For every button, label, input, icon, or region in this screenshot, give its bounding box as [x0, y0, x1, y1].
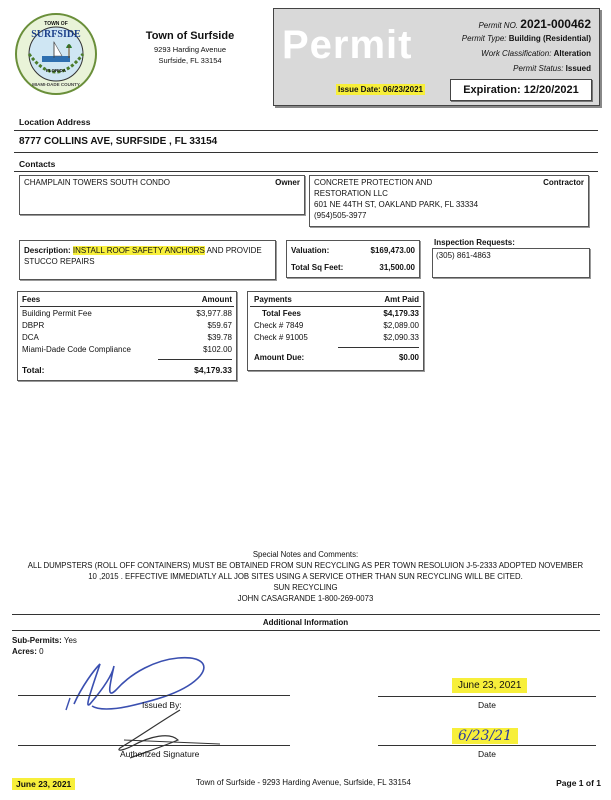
fee-amount: $59.67	[207, 321, 232, 330]
town-address-line2: Surfside, FL 33154	[158, 56, 222, 65]
permit-type-label: Permit Type:	[461, 34, 507, 43]
owner-name: CHAMPLAIN TOWERS SOUTH CONDO	[24, 178, 170, 187]
description-highlighted: INSTALL ROOF SAFETY ANCHORS	[72, 246, 205, 255]
fees-total-amount: $4,179.33	[194, 365, 232, 375]
inspection-phone: (305) 861-4863	[436, 251, 491, 260]
fee-row	[22, 321, 232, 333]
permit-status-label: Permit Status:	[513, 64, 564, 73]
valuation-value: $169,473.00	[370, 246, 415, 255]
owner-role: Owner	[275, 178, 300, 187]
fee-amount: $39.78	[207, 333, 232, 342]
check-label: Check # 7849	[254, 321, 304, 330]
inspection-box	[432, 248, 590, 278]
contractor-name-line1: CONCRETE PROTECTION AND	[314, 178, 433, 187]
seal-county: MIAMI-DADE COUNTY	[32, 82, 80, 87]
fee-name: DBPR	[22, 321, 45, 330]
footer-date: June 23, 2021	[12, 778, 75, 790]
contacts-label: Contacts	[19, 159, 56, 169]
contacts-divider	[14, 171, 598, 172]
amount-due-label: Amount Due:	[254, 353, 305, 362]
valuation-box	[286, 240, 420, 278]
owner-box	[19, 175, 305, 215]
permit-status: Issued	[565, 64, 591, 73]
total-fees-amount: $4,179.33	[383, 309, 419, 318]
footer-page: Page 1 of 1	[556, 778, 601, 788]
footer-address: Town of Surfside - 9293 Harding Avenue, Surfside, FL 33154	[196, 778, 411, 787]
sqft-label: Total Sq Feet:	[291, 263, 344, 272]
fee-row	[22, 345, 232, 357]
town-address-line1: 9293 Harding Avenue	[153, 45, 226, 54]
work-classification-row	[481, 49, 591, 58]
permit-number: 2021-000462	[520, 17, 591, 31]
amount-due: $0.00	[398, 353, 419, 362]
town-seal	[14, 12, 98, 96]
additional-top-divider	[12, 614, 600, 615]
work-classification-label: Work Classification:	[481, 49, 552, 58]
notes-title: Special Notes and Comments:	[252, 550, 359, 559]
additional-bottom-divider	[12, 630, 600, 631]
issued-by-label: Issued By:	[142, 700, 182, 710]
payments-header-line	[250, 306, 421, 307]
contractor-name-line2: RESTORATION LLC	[314, 189, 388, 198]
issued-by-line	[18, 695, 290, 696]
description-label: Description:	[24, 246, 71, 255]
check-amount: $2,089.00	[383, 321, 419, 330]
acres-value: 0	[39, 647, 44, 656]
date2-label: Date	[478, 749, 496, 759]
signature-date-2-handwritten: 6/23/21	[452, 728, 518, 744]
date2-line	[378, 745, 596, 746]
fee-name: DCA	[22, 333, 39, 342]
payments-total-line	[338, 347, 419, 348]
authorized-signature-label: Authorized Signature	[120, 749, 200, 759]
expiration-label: Expiration:	[463, 84, 521, 96]
date1-label: Date	[478, 700, 496, 710]
town-name: Town of Surfside	[145, 30, 235, 42]
fee-row	[22, 309, 232, 321]
description-text	[24, 245, 272, 267]
fees-total-line	[158, 359, 232, 360]
special-notes	[10, 549, 601, 604]
authorized-signature-line	[18, 745, 290, 746]
work-classification: Alteration	[553, 49, 591, 58]
permit-number-label: Permit NO.	[478, 21, 519, 30]
fee-row	[22, 333, 232, 345]
fees-box	[17, 291, 237, 381]
subpermits-value: Yes	[63, 636, 77, 645]
permit-type-row	[462, 34, 591, 43]
permit-status-row	[513, 64, 591, 73]
fees-header-line	[20, 306, 234, 307]
description-rest: AND PROVIDE STUCCO REPAIRS	[24, 246, 262, 266]
location-bottom-divider	[14, 152, 598, 153]
seal-state: FLORIDA	[46, 68, 66, 73]
notes-line3: SUN RECYCLING	[273, 583, 338, 592]
permit-type: Building (Residential)	[508, 34, 591, 43]
fees-list	[22, 309, 232, 357]
payments-header-amount: Amt Paid	[384, 295, 419, 304]
location-label: Location Address	[19, 117, 91, 127]
payments-box	[247, 291, 424, 371]
total-fees-label: Total Fees	[262, 309, 301, 318]
acres-row	[12, 647, 44, 656]
issue-date-row	[336, 84, 425, 95]
notes-line4: JOHN CASAGRANDE 1-800-269-0073	[237, 594, 374, 603]
seal-name: SURFSIDE	[31, 29, 81, 40]
fee-name: Building Permit Fee	[22, 309, 92, 318]
notes-line2: 10 ,2015 . EFFECTIVE IMMEDIATLY ALL JOB SITES USING A SERVICE OTHER THAN SUN RECYCLING WILL BE CITED.	[88, 572, 523, 581]
check-label: Check # 91005	[254, 333, 308, 342]
fee-name: Miami-Dade Code Compliance	[22, 345, 131, 354]
expiration-date: 12/20/2021	[523, 84, 579, 96]
acres-label: Acres:	[12, 647, 37, 656]
date1-line	[378, 696, 596, 697]
contractor-phone: (954)505-3977	[314, 211, 367, 220]
inspection-label: Inspection Requests:	[434, 238, 515, 247]
contractor-box	[309, 175, 589, 227]
location-address: 8777 COLLINS AVE, SURFSIDE , FL 33154	[19, 136, 218, 147]
fee-amount: $102.00	[203, 345, 232, 354]
expiration-box	[450, 79, 592, 101]
permit-watermark: Permit	[282, 23, 413, 67]
valuation-label: Valuation:	[291, 246, 330, 255]
notes-line1: ALL DUMPSTERS (ROLL OFF CONTAINERS) MUST BE OBTAINED FROM SUN RECYCLING AS PER TOWN RESOLUION J-5-2333 ADOPTED NOVEMBER	[27, 561, 584, 570]
fees-total-label: Total:	[22, 365, 45, 375]
permit-box	[273, 8, 600, 106]
fees-header-label: Fees	[22, 295, 41, 304]
payments-header-label: Payments	[254, 295, 292, 304]
issue-date-label: Issue Date:	[338, 85, 381, 94]
description-box	[19, 240, 276, 280]
subpermits-label: Sub-Permits:	[12, 636, 62, 645]
seal-top-text: TOWN OF	[44, 21, 68, 27]
check-amount: $2,090.33	[383, 333, 419, 342]
town-header	[120, 30, 260, 65]
additional-title: Additional Information	[262, 618, 349, 627]
signature-date-1: June 23, 2021	[452, 678, 527, 693]
contractor-role: Contractor	[543, 178, 584, 187]
fees-header-amount: Amount	[201, 295, 232, 304]
sqft-value: 31,500.00	[379, 263, 415, 272]
permit-number-row	[478, 17, 591, 31]
fee-amount: $3,977.88	[196, 309, 232, 318]
contractor-address: 601 NE 44TH ST, OAKLAND PARK, FL 33334	[314, 200, 479, 209]
location-divider	[14, 130, 598, 131]
issue-date: 06/23/2021	[382, 85, 423, 94]
